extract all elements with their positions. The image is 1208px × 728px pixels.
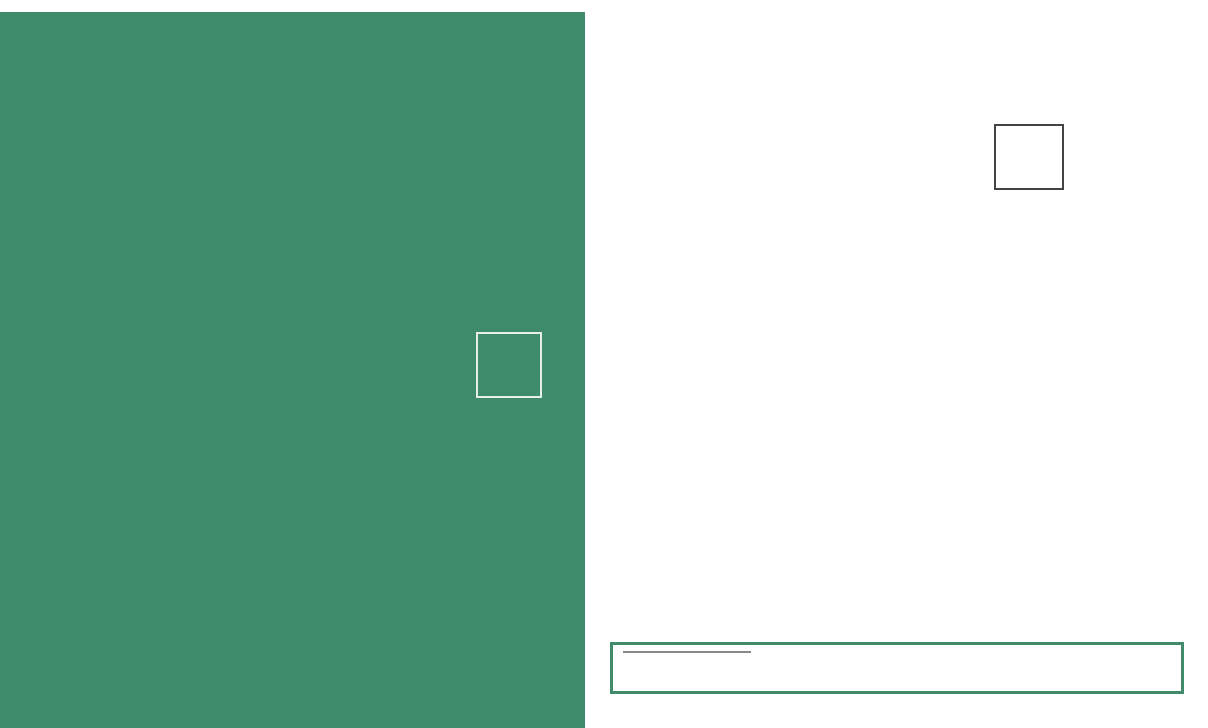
figaro-magazine-logo xyxy=(623,651,751,653)
solution-compass xyxy=(994,124,1064,190)
compass xyxy=(476,332,542,398)
problem-panel xyxy=(0,12,585,728)
promo-box xyxy=(610,642,1184,694)
cards-illustration xyxy=(22,67,582,367)
